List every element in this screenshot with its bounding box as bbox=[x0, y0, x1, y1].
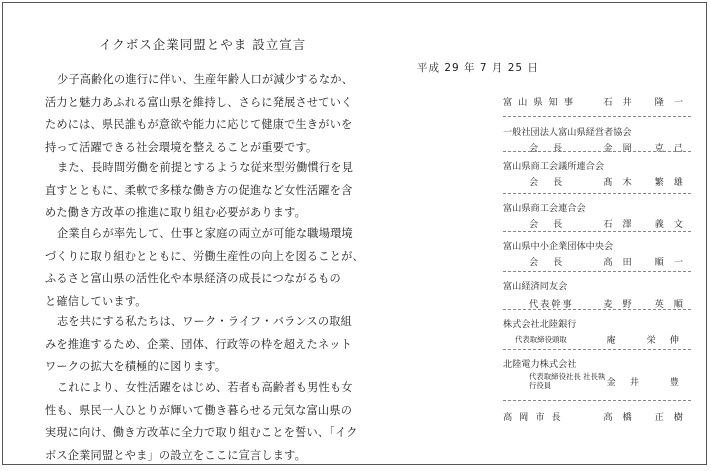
separator bbox=[503, 231, 691, 232]
paragraph-line: ふるさと富山県の活性化や本県経済の成長につながるもの bbox=[45, 272, 341, 286]
separator bbox=[503, 349, 691, 350]
paragraph-4 bbox=[45, 311, 353, 379]
paragraph-line: 活力と魅力あふれる富山県を維持し、さらに発展させていく bbox=[45, 95, 353, 109]
signatory-name: 石澤 義文 bbox=[603, 219, 693, 230]
declaration-date: 平成 29 年 7 月 25 日 bbox=[417, 62, 539, 74]
signatory-name: 石井 隆一 bbox=[603, 97, 693, 108]
signatory-org: 富山県商工会議所連合会 bbox=[503, 161, 605, 172]
paragraph-line: ボス企業同盟とやま」の設立をここに宣言します。 bbox=[45, 448, 307, 462]
signatory-title: 会 長 bbox=[529, 257, 569, 268]
signatory-org: 北陸電力株式会社 bbox=[503, 359, 577, 370]
paragraph-line: 少子高齢化の進行に伴い、生産年齢人口が減少するなか、 bbox=[57, 73, 354, 86]
paragraph-line: 志を共にする私たちは、ワーク・ライフ・バランスの取組 bbox=[57, 315, 353, 328]
signatory-doyukai bbox=[503, 278, 693, 310]
signatory-title: 会 長 bbox=[529, 219, 569, 230]
paragraph-line: 企業自らが率先して、仕事と家庭の両立が可能な職場環境 bbox=[57, 227, 353, 240]
separator bbox=[503, 309, 691, 310]
signatory-name: 金井 豊 bbox=[606, 377, 693, 388]
paragraph-line: ワークの拡大を積極的に図ります。 bbox=[45, 360, 227, 374]
paragraph-3 bbox=[45, 223, 364, 313]
signatory-title: 代表取締役頭取 bbox=[515, 334, 567, 344]
signatory-org: 富山県中小企業団体中央会 bbox=[503, 241, 614, 252]
signatory-org: 富山経済同友会 bbox=[503, 281, 568, 292]
signatory-shokokaigisho bbox=[503, 158, 693, 188]
paragraph-line: めた働き方改革の推進に取り組む必要があります。 bbox=[45, 206, 307, 220]
signatory-hokuriku-electric bbox=[503, 356, 693, 390]
signatory-name: 金岡 克己 bbox=[603, 143, 693, 154]
separator bbox=[503, 271, 691, 272]
paragraph-2 bbox=[45, 157, 354, 225]
separator bbox=[503, 400, 691, 401]
signatory-org: 一般社団法人富山県経営者協会 bbox=[503, 127, 632, 138]
signatory-org: 富山県商工会連合会 bbox=[503, 203, 586, 214]
signatory-chuokai bbox=[503, 238, 693, 268]
declaration-document bbox=[2, 2, 707, 465]
paragraph-line: また、長時間労働を前提とするような従来型労働慣行を見 bbox=[57, 161, 354, 174]
signatory-name: 高橋 正樹 bbox=[603, 412, 693, 423]
signatory-shokokai bbox=[503, 200, 693, 230]
signatory-keieisha bbox=[503, 124, 693, 154]
signatory-name: 高田 順一 bbox=[603, 257, 693, 268]
paragraph-line: これにより、女性活躍をはじめ、若者も高齢者も男性も女 bbox=[57, 381, 353, 394]
separator bbox=[503, 193, 691, 194]
document-title: イクボス企業同盟とやま 設立宣言 bbox=[99, 37, 307, 52]
separator bbox=[503, 151, 691, 152]
paragraph-line: 性も、県民一人ひとりが輝いて働き暮らせる元気な富山県の bbox=[45, 403, 353, 417]
paragraph-1 bbox=[45, 69, 354, 159]
paragraph-line: 持って活躍できる社会環境を整えることが重要です。 bbox=[45, 140, 318, 154]
paragraph-line: と確信しています。 bbox=[45, 294, 147, 308]
paragraph-5 bbox=[45, 377, 358, 465]
paragraph-line: 実現に向け、働き方改革に全力で取り組むことを誓い、「イク bbox=[45, 426, 358, 440]
paragraph-line: みを推進するため、企業、団体、行政等の枠を超えたネット bbox=[45, 337, 353, 351]
signatory-takaoka-mayor bbox=[503, 409, 693, 423]
signatory-title: 会 長 bbox=[529, 143, 569, 154]
separator bbox=[503, 116, 691, 117]
signatory-title: 会 長 bbox=[529, 177, 569, 188]
signatory-name: 髙木 繁雄 bbox=[603, 177, 693, 188]
signatory-hokuriku-bank bbox=[503, 316, 693, 346]
paragraph-line: ためには、県民誰もが意欲や能力に応じて健康で生きがいを bbox=[45, 118, 353, 132]
paragraph-line: 直すとともに、柔軟で多様な働き方の促進など女性活躍を含 bbox=[45, 183, 353, 197]
signatory-name: 庵 栄伸 bbox=[606, 335, 693, 346]
signatory-name: 麦野 英順 bbox=[603, 299, 693, 310]
signatory-title: 代表幹事 bbox=[529, 299, 574, 310]
signatory-governor bbox=[503, 94, 693, 108]
signatory-title: 富山県知事 bbox=[503, 97, 579, 108]
signatory-title: 代表取締役社長 社長執行役員 bbox=[529, 372, 606, 390]
signatory-title: 高岡市長 bbox=[503, 412, 568, 423]
signatory-org: 株式会社北陸銀行 bbox=[503, 319, 577, 330]
paragraph-line: づくりに取り組むとともに、労働生産性の向上を図ることが、 bbox=[45, 249, 364, 263]
